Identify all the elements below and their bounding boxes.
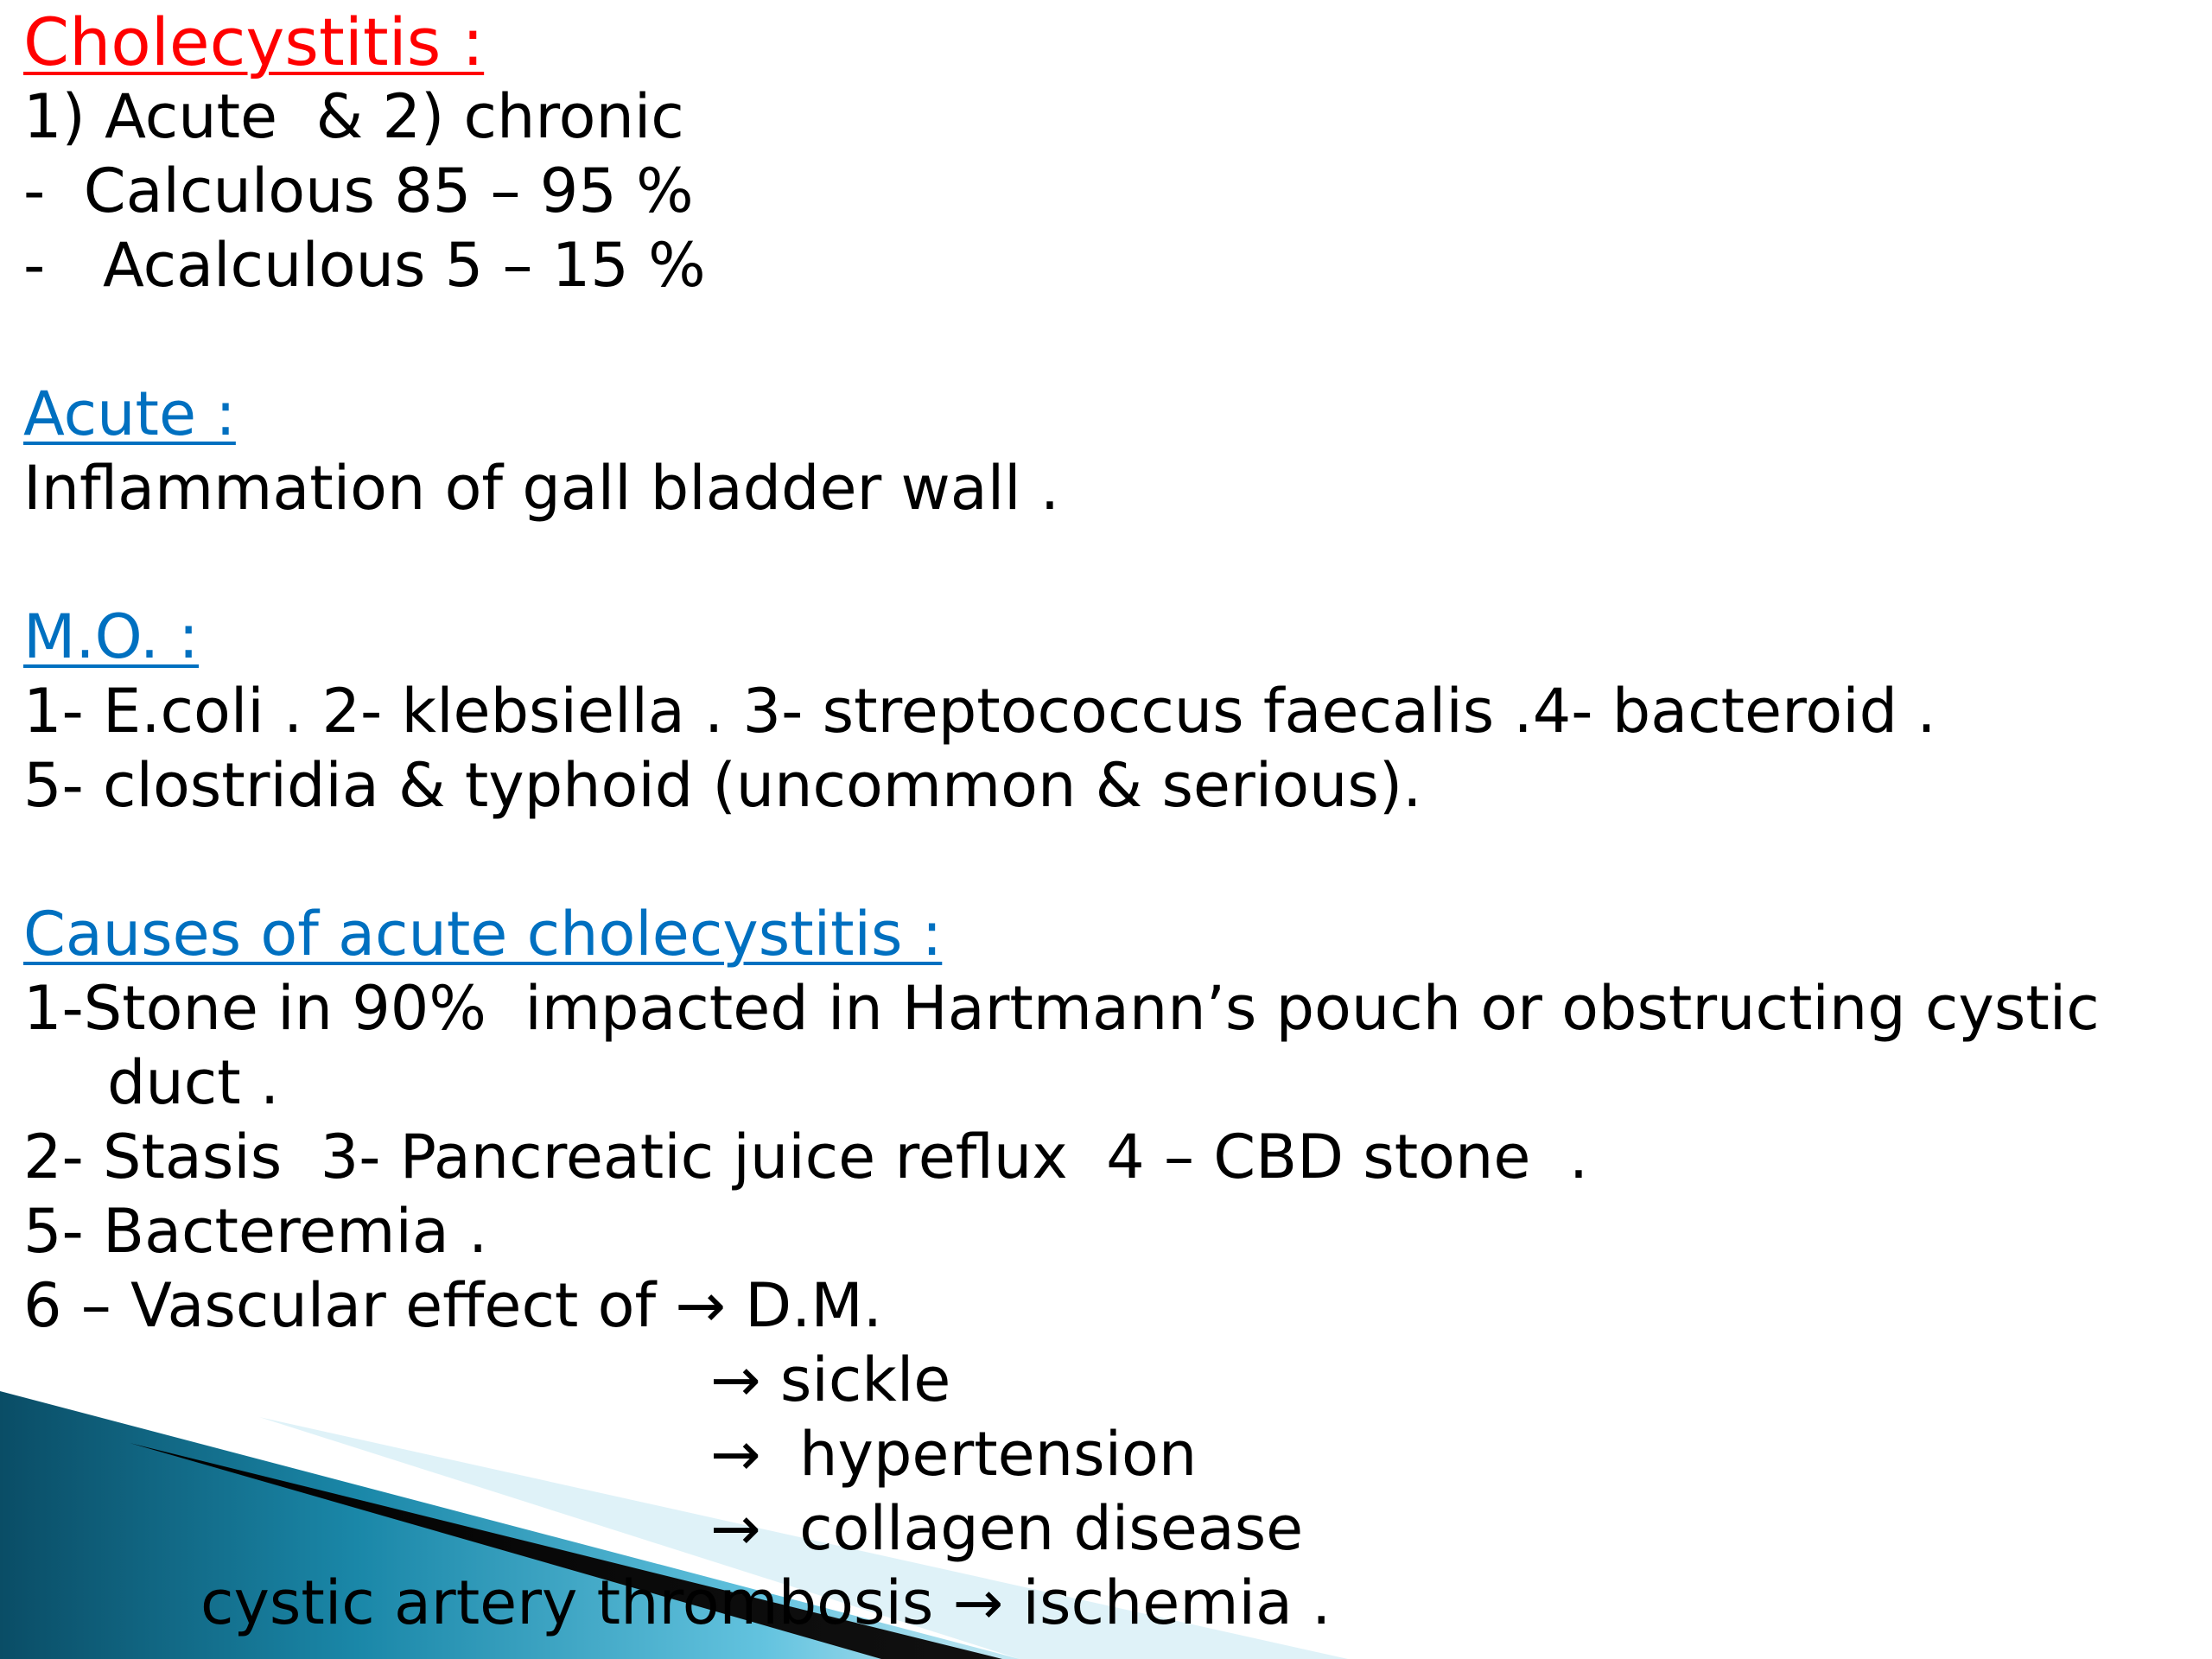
- slide-body: [23, 5, 2183, 1640]
- mo-line-1: 1- E.coli . 2- klebsiella . 3- streptococcus faecalis .4- bacteroid .: [23, 676, 1936, 747]
- mo-line-2: 5- clostridia & typhoid (uncommon & serious).: [23, 750, 1422, 821]
- cause-2-3-4: 2- Stasis 3- Pancreatic juice reflux 4 – CBD stone .: [23, 1122, 1589, 1192]
- causes-heading: Causes of acute cholecystitis :: [23, 899, 943, 969]
- spacer: [23, 302, 2183, 377]
- acute-definition: Inflammation of gall bladder wall .: [23, 453, 1060, 524]
- types-line: 1) Acute & 2) chronic: [23, 81, 684, 152]
- acalculous-line: - Acalculous 5 – 15 %: [23, 230, 706, 301]
- calculous-line: - Calculous 85 – 95 %: [23, 156, 694, 226]
- spacer: [23, 823, 2183, 897]
- cause-6-collagen: → collagen disease: [710, 1493, 1304, 1564]
- cause-thrombosis: cystic artery thrombosis → ischemia .: [200, 1567, 1332, 1638]
- slide-title: Cholecystitis :: [23, 3, 485, 80]
- acute-heading: Acute :: [23, 378, 236, 449]
- spacer: [23, 525, 2183, 600]
- cause-5: 5- Bacteremia .: [23, 1196, 488, 1267]
- cause-6: 6 – Vascular effect of → D.M.: [23, 1270, 883, 1341]
- cause-1-continued: duct .: [107, 1047, 280, 1118]
- cause-6-sickle: → sickle: [710, 1344, 951, 1415]
- cause-6-hypertension: → hypertension: [710, 1419, 1198, 1490]
- mo-heading: M.O. :: [23, 601, 199, 672]
- cause-1: 1-Stone in 90% impacted in Hartmann’s pouch or obstructing cystic: [23, 973, 2100, 1044]
